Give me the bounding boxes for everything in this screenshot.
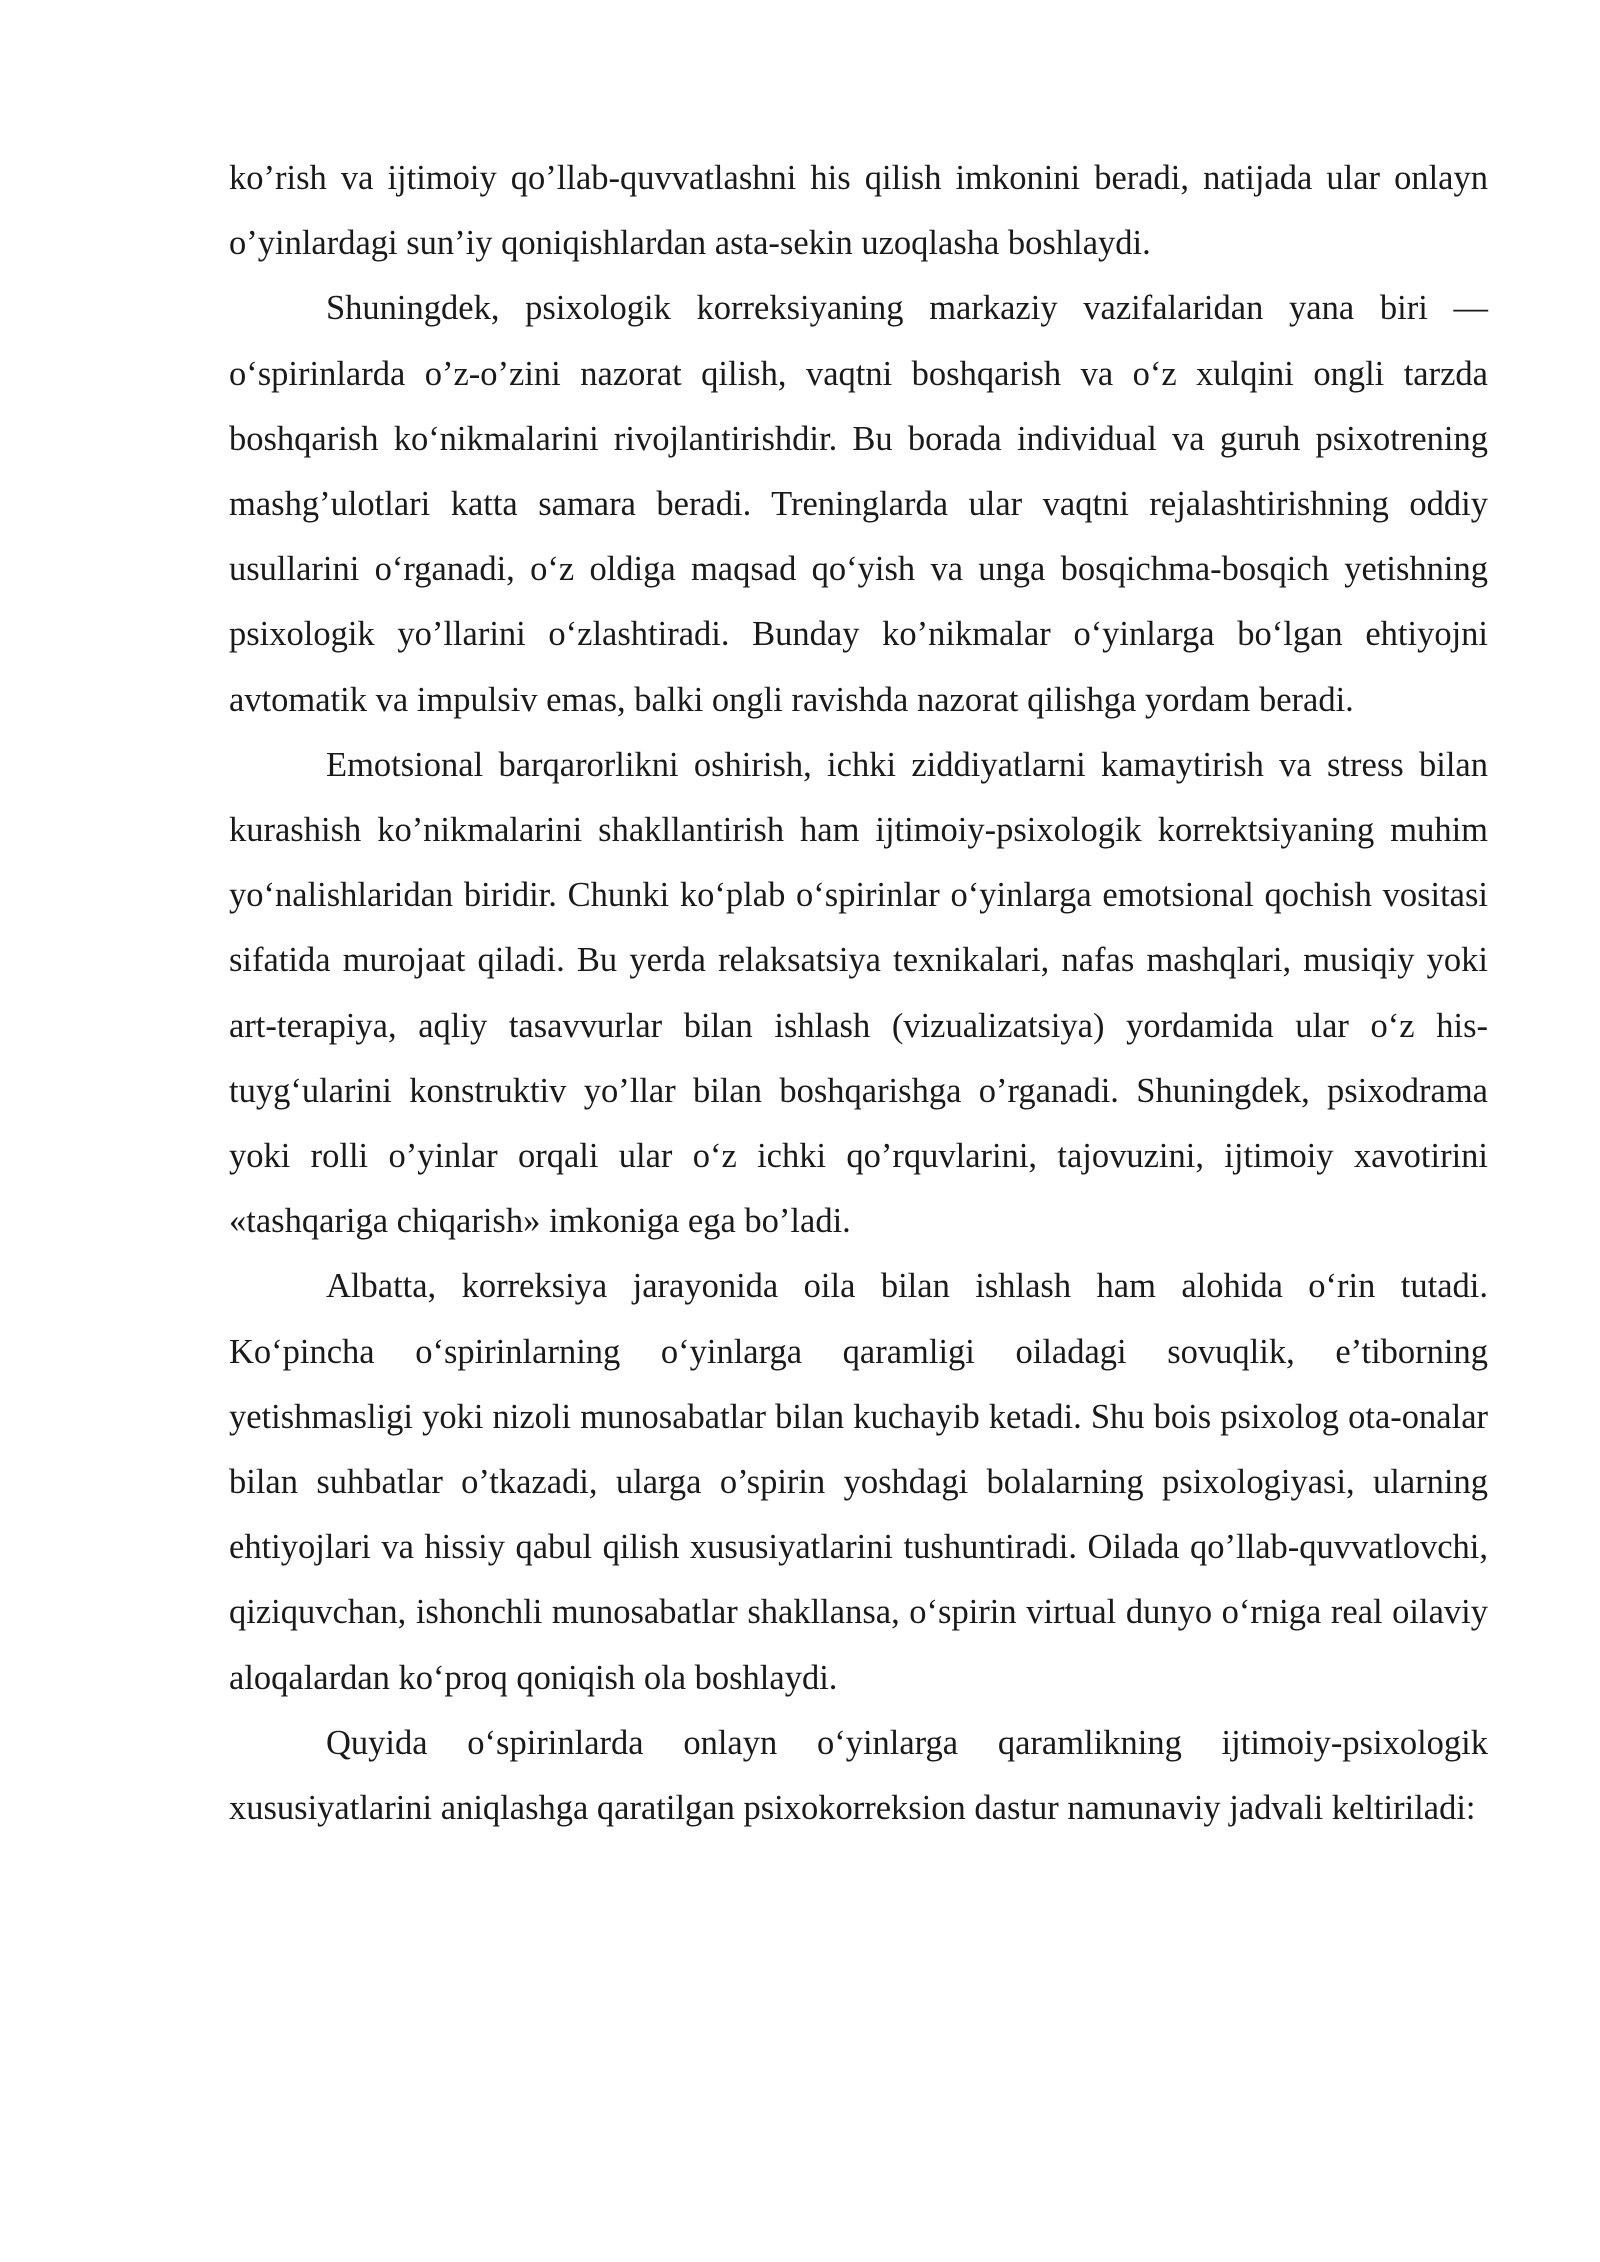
body-text [229,146,1488,1841]
paragraph-emotional-stability: Emotsional barqarorlikni oshirish, ichki ziddiyatlarni kamaytirish va stress bilan kurashish ko’nikmalarini shakllantirish ham ijtimoiy-psixologik korrektsiyaning muhim yo‘nalishlaridan biridir. Chunki ko‘plab o‘spirinlar o‘yinlarga emotsional qochish vositasi sifatida murojaat qiladi. Bu yerda relaksatsiya texnikalari, nafas mashqlari, musiqiy yoki art-terapiya, aqliy tasavvurlar bilan ishlash (vizualizatsiya) yordamida ular o‘z his-tuyg‘ularini konstruktiv yo’llar bilan boshqarishga o’rganadi. Shuningdek, psixodrama yoki rolli o’yinlar orqali ular o‘z ichki qo’rquvlarini, tajovuzini, ijtimoiy xavotirini «tashqariga chiqarish» imkoniga ega bo’ladi. [229,745,1488,1241]
paragraph-self-control: Shuningdek, psixologik korreksiyaning markaziy vazifalaridan yana biri — o‘spirinlarda o’z-o’zini nazorat qilish, vaqtni boshqarish va o‘z xulqini ongli tarzda boshqarish ko‘nikmalarini rivojlantirishdir. Bu borada individual va guruh psixotrening mashg’ulotlari katta samara beradi. Treninglarda ular vaqtni rejalashtirishning oddiy usullarini o‘rganadi, o‘z oldiga maqsad qo‘yish va unga bosqichma-bosqich yetishning psixologik yo’llarini o‘zlashtiradi. Bunday ko’nikmalar o‘yinlarga bo‘lgan ehtiyojni avtomatik va impulsiv emas, balki ongli ravishda nazorat qilishga yordam beradi. [229,289,1488,719]
paragraph-continued: ko’rish va ijtimoiy qo’llab-quvvatlashni his qilish imkonini beradi, natijada ular onlayn o’yinlardagi sun’iy qoniqishlardan asta-sekin uzoqlasha boshlaydi. [229,159,1488,263]
paragraph-table-intro: Quyida o‘spirinlarda onlayn o‘yinlarga qaramlikning ijtimoiy-psixologik xususiyatlarini aniqlashga qaratilgan psixokorreksion dastur namunaviy jadvali keltiriladi: [229,1723,1488,1828]
paragraph-family-work: Albatta, korreksiya jarayonida oila bilan ishlash ham alohida o‘rin tutadi. Ko‘pincha o‘spirinlarning o‘yinlarga qaramligi oiladagi sovuqlik, e’tiborning yetishmasligi yoki nizoli munosabatlar bilan kuchayib ketadi. Shu bois psixolog ota-onalar bilan suhbatlar o’tkazadi, ularga o’spirin yoshdagi bolalarning psixologiyasi, ularning ehtiyojlari va hissiy qabul qilish xususiyatlarini tushuntiradi. Oilada qo’llab-quvvatlovchi, qiziquvchan, ishonchli munosabatlar shakllansa, o‘spirin virtual dunyo o‘rniga real oilaviy aloqalardan ko‘proq qoniqish ola boshlaydi. [229,1267,1488,1697]
